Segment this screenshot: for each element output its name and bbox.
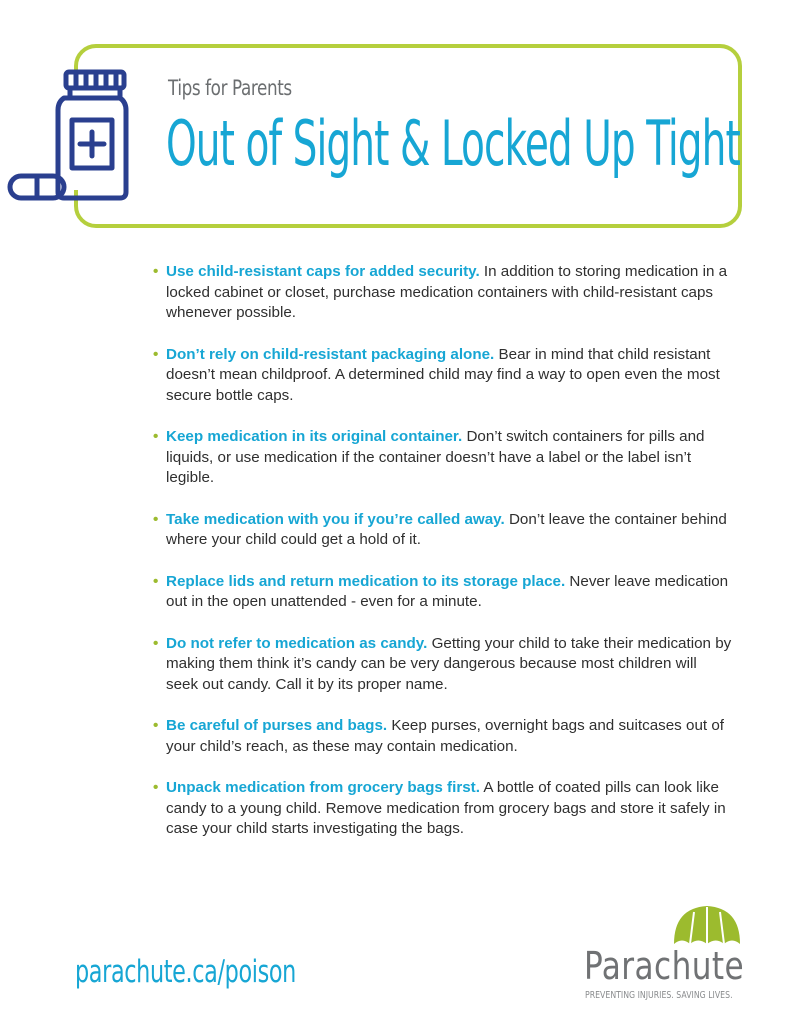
footer-url-link[interactable]: parachute.ca/poison <box>75 954 296 990</box>
page-title: Out of Sight & Locked Up Tight <box>166 107 740 180</box>
tip-heading: Don’t rely on child-resistant packaging alone. <box>166 345 495 363</box>
parachute-canopy-icon <box>672 904 742 946</box>
bullet-dot: • <box>153 345 159 363</box>
parachute-logo <box>578 904 750 1004</box>
bullet-dot: • <box>153 779 159 796</box>
tip-body: Don’t switch containers for pills and liquids, or use medication if the container doesn’t have a label or the label isn’t legible. <box>166 428 705 486</box>
tip-heading: Replace lids and return medication to its storage place. <box>166 572 566 590</box>
bullet-dot: • <box>153 572 159 590</box>
tip-item <box>152 345 732 407</box>
tip-item <box>152 510 732 551</box>
tip-heading: Do not refer to medication as candy. <box>166 634 428 652</box>
tip-item <box>152 262 732 324</box>
tip-body: Never leave medication out in the open unattended - even for a minute. <box>166 572 729 610</box>
tip-item <box>152 427 732 489</box>
tip-body: A bottle of coated pills can look like candy to a young child. Remove medication from grocery bags and store it safely in case your child starts investigating the bags. <box>166 779 726 837</box>
tips-list <box>152 262 732 861</box>
tip-item <box>152 716 732 757</box>
bullet-dot: • <box>153 510 159 528</box>
tip-heading: Keep medication in its original container. <box>166 428 463 445</box>
tip-body: Getting your child to take their medication by making them think it’s candy can be very dangerous because most children will seek out candy. Call it by its proper name. <box>166 634 732 693</box>
bullet-dot: • <box>153 717 159 734</box>
bullet-dot: • <box>153 634 159 652</box>
header-kicker: Tips for Parents <box>168 76 292 100</box>
tip-item <box>152 634 732 696</box>
tip-item <box>152 572 732 613</box>
tip-body: In addition to storing medication in a locked cabinet or closet, purchase medication containers with child-resistant caps whenever possible. <box>166 263 728 321</box>
bullet-dot: • <box>153 428 159 445</box>
tip-body: Bear in mind that child resistant doesn’t mean childproof. A determined child may find a way to open even the most secure bottle caps. <box>166 345 720 404</box>
medicine-bottle-icon <box>4 66 134 206</box>
logo-tagline: PREVENTING INJURIES. SAVING LIVES. <box>585 990 733 1001</box>
tip-heading: Use child-resistant caps for added security. <box>166 263 480 280</box>
tip-item <box>152 778 732 840</box>
tip-heading: Be careful of purses and bags. <box>166 717 388 734</box>
tip-heading: Take medication with you if you’re called away. <box>166 510 505 528</box>
tip-body: Keep purses, overnight bags and suitcases out of your child’s reach, as these may contain medication. <box>166 717 724 755</box>
tip-heading: Unpack medication from grocery bags first. <box>166 779 480 796</box>
logo-name: Parachute <box>584 944 745 988</box>
tip-body: Don’t leave the container behind where your child could get a hold of it. <box>166 510 727 548</box>
bullet-dot: • <box>153 263 159 280</box>
